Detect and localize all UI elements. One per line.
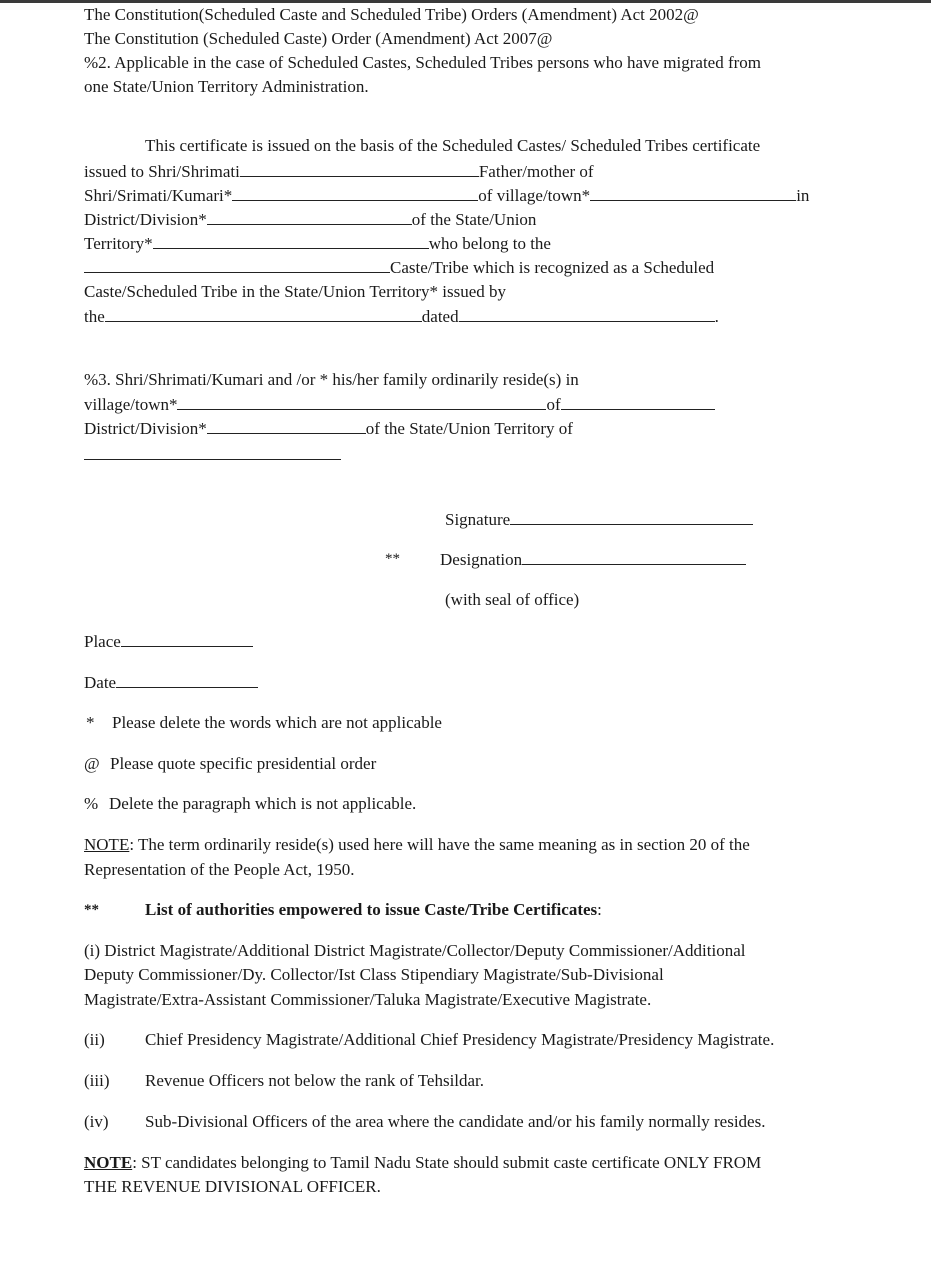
- caste-tribe-label: Caste/Tribe which is recognized as a Scheduled: [390, 258, 715, 277]
- issued-to-label: issued to Shri/Shrimati: [84, 162, 240, 181]
- caste-scheduled-line: Caste/Scheduled Tribe in the State/Union Territory* issued by: [84, 282, 507, 301]
- shri-srimati-row: [84, 185, 809, 206]
- note1-line-2: Representation of the People Act, 1950.: [84, 860, 355, 879]
- header-line-2: The Constitution (Scheduled Caste) Order (Amendment) Act 2007@: [84, 29, 553, 48]
- authorities-heading: [145, 900, 602, 920]
- territory-blank-3[interactable]: [84, 459, 341, 460]
- signature-blank[interactable]: [510, 509, 753, 525]
- para2-line-1: %2. Applicable in the case of Scheduled Castes, Scheduled Tribes persons who have migrated from: [84, 53, 762, 72]
- note2-line-1: [84, 1153, 761, 1173]
- authority-i-line-2: Deputy Commissioner/Dy. Collector/Ist Class Stipendiary Magistrate/Sub-Divisional: [84, 965, 664, 984]
- village-town-label: of village/town*: [478, 186, 591, 205]
- footnote-at-symbol: @: [84, 754, 100, 773]
- para3-district-row: [84, 418, 573, 439]
- date-blank[interactable]: [116, 672, 258, 688]
- district-label-3: District/Division*: [84, 419, 207, 438]
- authorities-heading-colon: :: [597, 900, 602, 919]
- para2-line-2: one State/Union Territory Administration.: [84, 77, 369, 96]
- name-blank[interactable]: [232, 185, 478, 201]
- authorities-stars: **: [84, 902, 99, 918]
- who-belong-label: who belong to the: [428, 234, 551, 253]
- issued-to-row: [84, 161, 594, 182]
- issued-to-blank[interactable]: [240, 161, 479, 177]
- of-state-label-3: of the State/Union Territory of: [365, 419, 573, 438]
- note2-line-2: THE REVENUE DIVISIONAL OFFICER.: [84, 1177, 381, 1196]
- authority-i-line-1: (i) District Magistrate/Additional District Magistrate/Collector/Deputy Commissioner/Additional: [84, 941, 746, 960]
- caste-blank[interactable]: [84, 257, 390, 273]
- authority-ii-text: Chief Presidency Magistrate/Additional Chief Presidency Magistrate/Presidency Magistrate.: [145, 1030, 775, 1049]
- issued-by-row: [84, 306, 719, 327]
- in-label: in: [796, 186, 810, 205]
- note1-text: : The term ordinarily reside(s) used here will have the same meaning as in section 20 of the: [129, 835, 750, 854]
- para3-village-row: [84, 394, 715, 415]
- authority-iv-text: Sub-Divisional Officers of the area where the candidate and/or his family normally resides.: [145, 1112, 766, 1131]
- authority-ii-number: (ii): [84, 1030, 105, 1049]
- of-label-3: of: [546, 395, 561, 414]
- header-line-1: The Constitution(Scheduled Caste and Scheduled Tribe) Orders (Amendment) Act 2002@: [84, 5, 699, 24]
- designation-stars: **: [385, 551, 400, 567]
- footnote-at-text: Please quote specific presidential order: [110, 754, 377, 773]
- shri-srimati-label: Shri/Srimati/Kumari*: [84, 186, 233, 205]
- district-blank-3[interactable]: [207, 418, 366, 434]
- issuer-blank[interactable]: [105, 306, 422, 322]
- period: .: [714, 307, 719, 326]
- of-blank-3[interactable]: [561, 394, 715, 410]
- date-row: [84, 672, 258, 693]
- authority-iii-text: Revenue Officers not below the rank of Tehsildar.: [145, 1071, 485, 1090]
- district-row: [84, 209, 536, 230]
- footnote-percent-text: Delete the paragraph which is not applicable.: [109, 794, 417, 813]
- caste-tribe-row: [84, 257, 714, 278]
- signature-label: Signature: [445, 510, 511, 529]
- designation-row: [440, 549, 746, 570]
- territory-blank[interactable]: [153, 233, 429, 249]
- footnote-star-text: Please delete the words which are not applicable: [112, 713, 442, 732]
- top-border: [0, 0, 931, 3]
- dated-label: dated: [421, 307, 459, 326]
- place-label: Place: [84, 632, 121, 651]
- authority-iii-number: (iii): [84, 1071, 110, 1090]
- place-blank[interactable]: [121, 631, 253, 647]
- date-label: Date: [84, 673, 117, 692]
- authority-iv-number: (iv): [84, 1112, 109, 1131]
- signature-row: [445, 509, 753, 530]
- footnote-star-symbol: *: [86, 713, 95, 732]
- dated-blank[interactable]: [459, 306, 715, 322]
- village-town-label-3: village/town*: [84, 395, 178, 414]
- footnote-percent-symbol: %: [84, 794, 99, 813]
- district-blank[interactable]: [207, 209, 412, 225]
- note1-line-1: [84, 835, 750, 855]
- seal-text: (with seal of office): [445, 590, 580, 609]
- authorities-heading-text: List of authorities empowered to issue Caste/Tribe Certificates: [145, 900, 598, 919]
- territory-row: [84, 233, 551, 254]
- note1-label: NOTE: [84, 835, 130, 854]
- of-state-label: of the State/Union: [411, 210, 537, 229]
- place-row: [84, 631, 253, 652]
- designation-blank[interactable]: [522, 549, 746, 565]
- village-blank-3[interactable]: [177, 394, 546, 410]
- father-mother-label: Father/mother of: [478, 162, 594, 181]
- para3-line-1: %3. Shri/Shrimati/Kumari and /or * his/her family ordinarily reside(s) in: [84, 370, 579, 389]
- certificate-basis-line: This certificate is issued on the basis of the Scheduled Castes/ Scheduled Tribes certificate: [145, 136, 761, 155]
- village-town-blank[interactable]: [590, 185, 796, 201]
- note2-text: : ST candidates belonging to Tamil Nadu State should submit caste certificate ONLY FROM: [132, 1153, 762, 1172]
- authority-i-line-3: Magistrate/Extra-Assistant Commissioner/Taluka Magistrate/Executive Magistrate.: [84, 990, 652, 1009]
- note2-label: NOTE: [84, 1153, 133, 1172]
- district-label: District/Division*: [84, 210, 207, 229]
- territory-label: Territory*: [84, 234, 153, 253]
- designation-label: Designation: [440, 550, 523, 569]
- the-label: the: [84, 307, 105, 326]
